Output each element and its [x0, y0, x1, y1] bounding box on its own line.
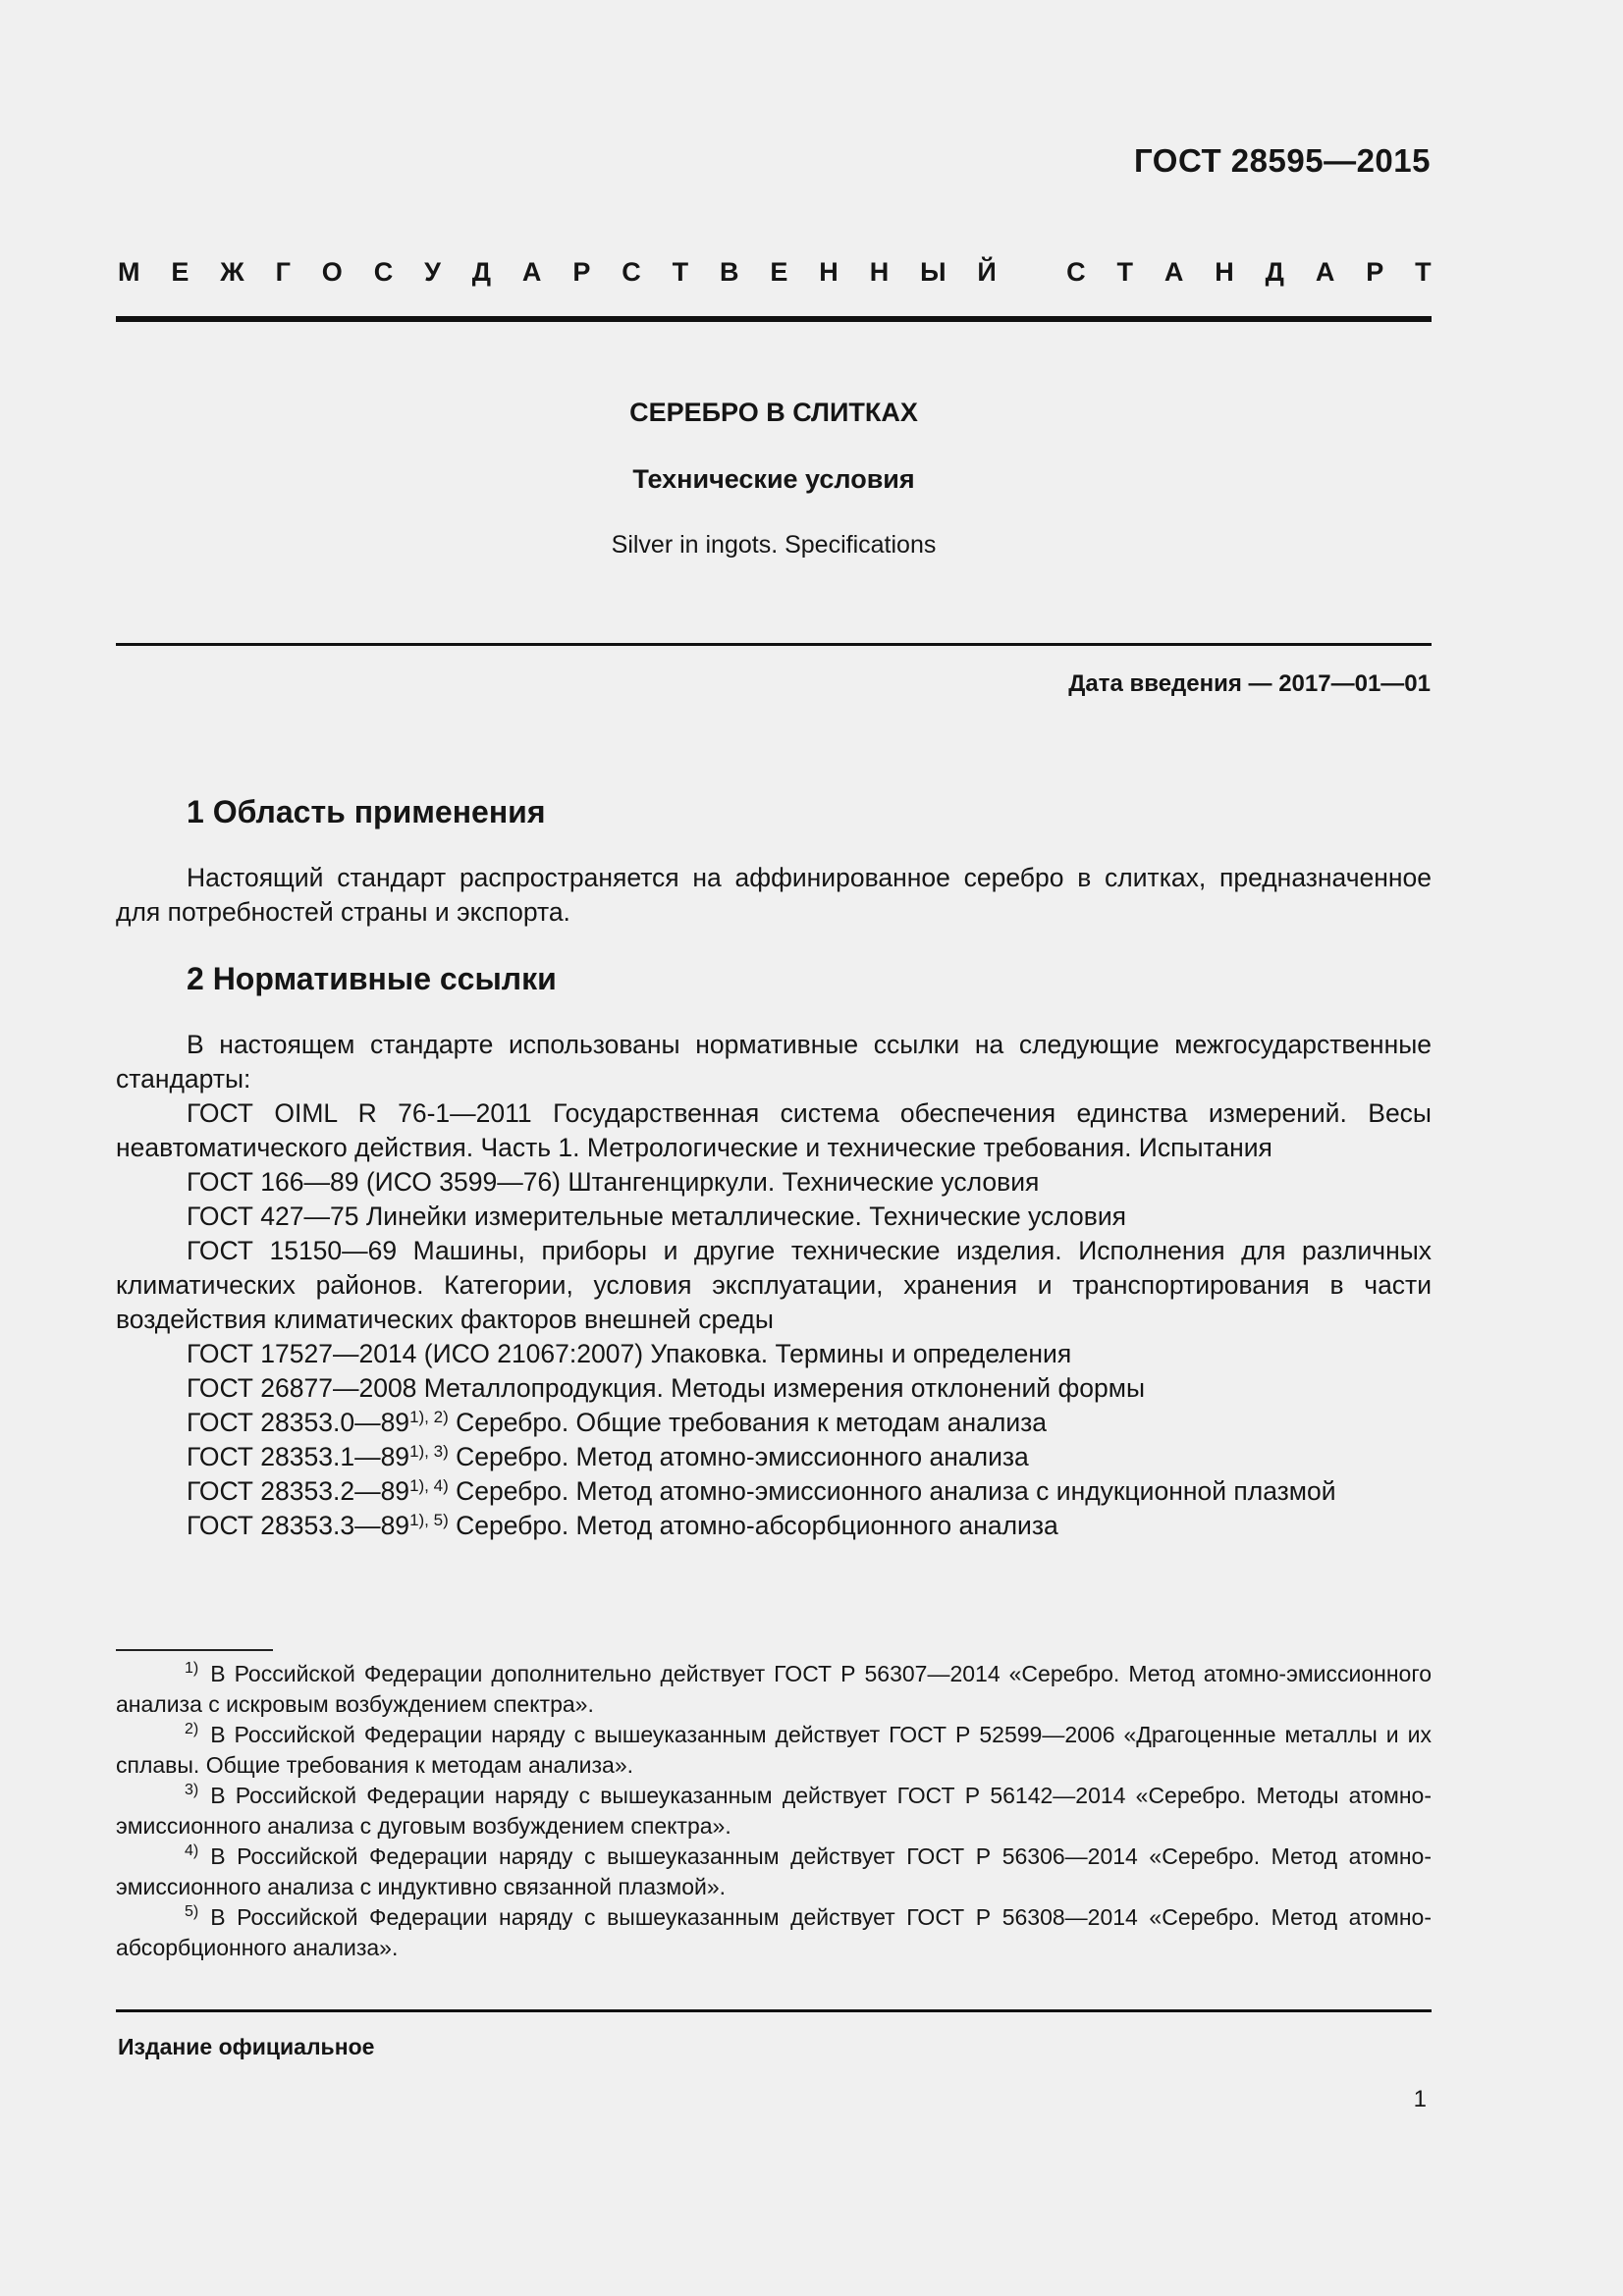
footnote-text: В Российской Федерации дополнительно действует ГОСТ Р 56307—2014 «Серебро. Метод атомно-эмиссионного анализа с искровым возбуждением спектра». — [116, 1661, 1432, 1717]
main-title: СЕРЕБРО В СЛИТКАХ — [629, 398, 918, 427]
title-rule — [116, 643, 1432, 646]
banner-letter: В — [720, 257, 739, 287]
footnote-number: 4) — [185, 1842, 199, 1859]
page-number: 1 — [1413, 2086, 1427, 2112]
banner-letter: Т — [672, 257, 689, 287]
banner-letter: Н — [1215, 257, 1234, 287]
main-content — [116, 790, 1432, 1543]
english-title: Silver in ingots. Specifications — [611, 531, 937, 559]
banner-letter: Е — [770, 257, 788, 287]
banner-letter: У — [424, 257, 441, 287]
section-1-text: Настоящий стандарт распространяется на аффинированное серебро в слитках, предназначенное для потребностей страны и экспорта. — [116, 863, 1432, 927]
footnote-text: В Российской Федерации наряду с вышеуказанным действует ГОСТ Р 56306—2014 «Серебро. Метод атомно-эмиссионного анализа с индуктивно связанной плазмой». — [116, 1843, 1432, 1899]
footnote-marker: 1), 2) — [409, 1408, 449, 1426]
reference-item — [116, 1165, 1432, 1200]
introduction-date: Дата введения — 2017—01—01 — [1068, 670, 1431, 697]
reference-title: Серебро. Метод атомно-эмиссионного анализа — [448, 1442, 1029, 1471]
banner-letter: Н — [869, 257, 890, 287]
footnote-text: В Российской Федерации наряду с вышеуказанным действует ГОСТ Р 52599—2006 «Драгоценные металлы и их сплавы. Общие требования к методам анализа». — [116, 1722, 1432, 1778]
banner-letter: А — [1163, 257, 1184, 287]
section-1-heading: 1 Область применения — [187, 794, 546, 829]
footnote-marker: 1), 3) — [409, 1442, 449, 1461]
banner-letter: Г — [275, 257, 291, 287]
banner-letter: Д — [1265, 257, 1284, 287]
footnote-number: 3) — [185, 1782, 199, 1798]
banner-letter: Й — [977, 257, 997, 287]
reference-item — [116, 1440, 1432, 1474]
reference-item — [116, 1337, 1432, 1371]
footnote-text: В Российской Федерации наряду с вышеуказанным действует ГОСТ Р 56308—2014 «Серебро. Метод атомно-абсорбционного анализа». — [116, 1904, 1432, 1960]
footnote-number: 5) — [185, 1903, 199, 1920]
footnote — [116, 1659, 1432, 1720]
banner-letter: Е — [171, 257, 189, 287]
footnote-number: 2) — [185, 1721, 199, 1737]
reference-item — [116, 1096, 1432, 1165]
reference-title: (ИСО 3599—76) Штангенциркули. Технические условия — [358, 1167, 1040, 1197]
reference-code: ГОСТ 427—75 — [187, 1201, 359, 1231]
reference-title: Машины, приборы и другие технические изделия. Исполнения для различных климатических районов. Категории, условия эксплуатации, хранения и транспортирования в части воздействия климатических факторов внешней среды — [116, 1236, 1433, 1334]
reference-code: ГОСТ 17527—2014 — [187, 1339, 417, 1368]
reference-code: ГОСТ OIML R 76-1—2011 — [187, 1098, 532, 1128]
footnotes — [116, 1659, 1432, 1963]
reference-title: (ИСО 21067:2007) Упаковка. Термины и определения — [416, 1339, 1072, 1368]
banner-letter: А — [521, 257, 542, 287]
footnote-separator — [116, 1649, 273, 1651]
reference-item — [116, 1200, 1432, 1234]
banner-letter: С — [1066, 257, 1086, 287]
reference-code: ГОСТ 28353.1—89 — [187, 1442, 410, 1471]
reference-code: ГОСТ 15150—69 — [187, 1236, 398, 1265]
document-id: ГОСТ 28595—2015 — [1134, 142, 1431, 179]
reference-item — [116, 1371, 1432, 1406]
footnote — [116, 1902, 1432, 1963]
banner-letter: Д — [471, 257, 492, 287]
reference-item — [116, 1234, 1432, 1337]
edition-label: Издание официальное — [118, 2034, 375, 2059]
banner-letter: Н — [819, 257, 839, 287]
footnote — [116, 1842, 1432, 1902]
footnote — [116, 1720, 1432, 1781]
banner-letter: Р — [1366, 257, 1384, 287]
sub-title: Технические условия — [632, 464, 915, 494]
reference-code: ГОСТ 166—89 — [187, 1167, 359, 1197]
footnote-number: 1) — [185, 1660, 199, 1677]
banner-letter: Т — [1116, 257, 1133, 287]
banner-letter: Ы — [920, 257, 947, 287]
banner-letter: М — [118, 257, 140, 287]
reference-code: ГОСТ 26877—2008 — [187, 1373, 417, 1403]
reference-code: ГОСТ 28353.3—89 — [187, 1511, 410, 1540]
reference-title: Серебро. Метод атомно-эмиссионного анализа с индукционной плазмой — [448, 1476, 1336, 1506]
footnote-marker: 1), 4) — [409, 1476, 449, 1495]
reference-list — [116, 1096, 1432, 1543]
standard-banner — [118, 257, 1432, 288]
banner-letter: Т — [1415, 257, 1432, 287]
footnote-text: В Российской Федерации наряду с вышеуказанным действует ГОСТ Р 56142—2014 «Серебро. Методы атомно-эмиссионного анализа с дуговым возбуждением спектра». — [116, 1783, 1432, 1839]
header-rule — [116, 316, 1432, 322]
reference-title: Серебро. Метод атомно-абсорбционного анализа — [448, 1511, 1058, 1540]
banner-letter: С — [373, 257, 394, 287]
banner-letter: А — [1315, 257, 1335, 287]
reference-title: Линейки измерительные металлические. Технические условия — [358, 1201, 1126, 1231]
banner-letter: С — [622, 257, 641, 287]
reference-item — [116, 1509, 1432, 1543]
section-2-heading: 2 Нормативные ссылки — [187, 961, 557, 996]
reference-code: ГОСТ 28353.0—89 — [187, 1408, 410, 1437]
banner-letter: Ж — [220, 257, 244, 287]
reference-code: ГОСТ 28353.2—89 — [187, 1476, 410, 1506]
reference-title: Металлопродукция. Методы измерения отклонений формы — [416, 1373, 1146, 1403]
banner-gap — [1028, 257, 1036, 288]
section-2-intro: В настоящем стандарте использованы нормативные ссылки на следующие межгосударственные стандарты: — [116, 1030, 1432, 1094]
reference-title: Государственная система обеспечения единства измерений. Весы неавтоматического действия. Часть 1. Метрологические и технические требования. Испытания — [116, 1098, 1432, 1162]
footer-rule — [116, 2009, 1432, 2012]
banner-letter: Р — [572, 257, 591, 287]
footnote — [116, 1781, 1432, 1842]
banner-letter: О — [321, 257, 343, 287]
reference-item — [116, 1406, 1432, 1440]
reference-item — [116, 1474, 1432, 1509]
footnote-marker: 1), 5) — [409, 1511, 449, 1529]
reference-title: Серебро. Общие требования к методам анализа — [448, 1408, 1048, 1437]
